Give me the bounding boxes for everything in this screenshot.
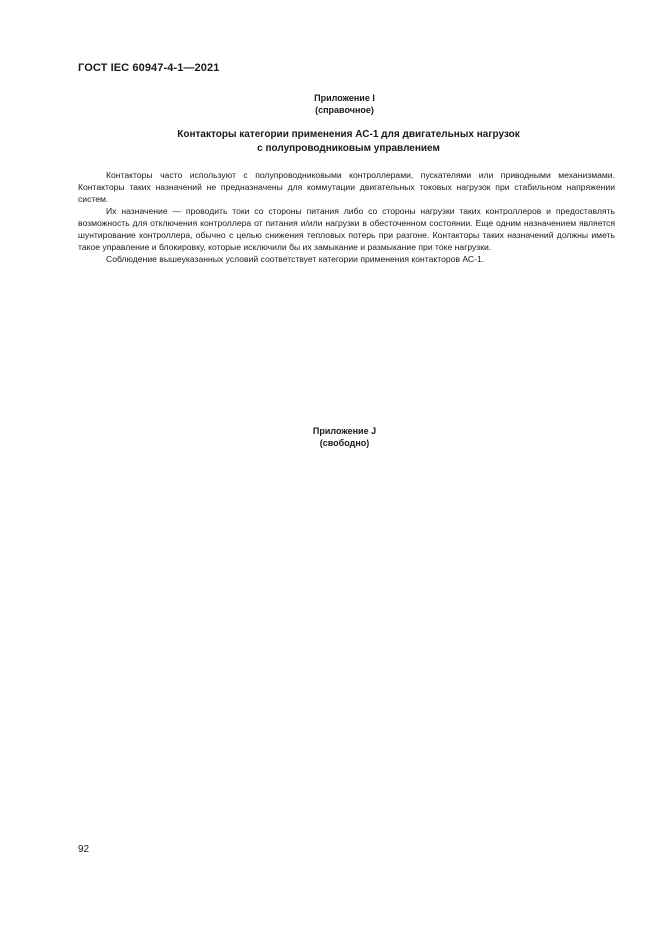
annex-i-title-line-1: Контакторы категории применения АС-1 для двигательных нагрузок [177,129,520,140]
annex-j-heading [0,425,661,449]
annex-i-heading [0,92,661,116]
document-code-header: ГОСТ IEC 60947-4-1—2021 [78,62,220,74]
page-number: 92 [78,844,90,855]
annex-i-label: Приложение I [314,93,375,103]
annex-j-status: (свободно) [319,438,370,448]
annex-i-paragraph-3: Соблюдение вышеуказанных условий соответствует категории применения контакторов АС-1. [106,254,485,264]
annex-i-paragraph-1: Контакторы часто используют с полупроводниковыми контроллерами, пускателями или приводными механизмами. Контакторы таких назначений не предназначены для коммутации двигательных токовых нагрузок при стабильном напряжении систем. [78,170,615,204]
annex-i-title [0,128,661,156]
annex-i-paragraph-2: Их назначение — проводить токи со стороны питания либо со стороны нагрузки таких контроллеров и предоставлять возможность для отключения контроллера от питания и/или нагрузки в обесточенном состоянии. Еще одним назначением является шунтирование контроллера, обычно с целью снижения тепловых потерь при разгоне. Контакторы таких назначений должны иметь такое управление и блокировку, которые исключили бы их замыкание и размыкание при токе нагрузки. [78,206,615,252]
annex-i-status: (справочное) [315,105,374,115]
annex-i-body [78,169,615,265]
annex-j-label: Приложение J [312,426,377,436]
annex-i-title-line-2: с полупроводниковым управлением [257,143,440,154]
